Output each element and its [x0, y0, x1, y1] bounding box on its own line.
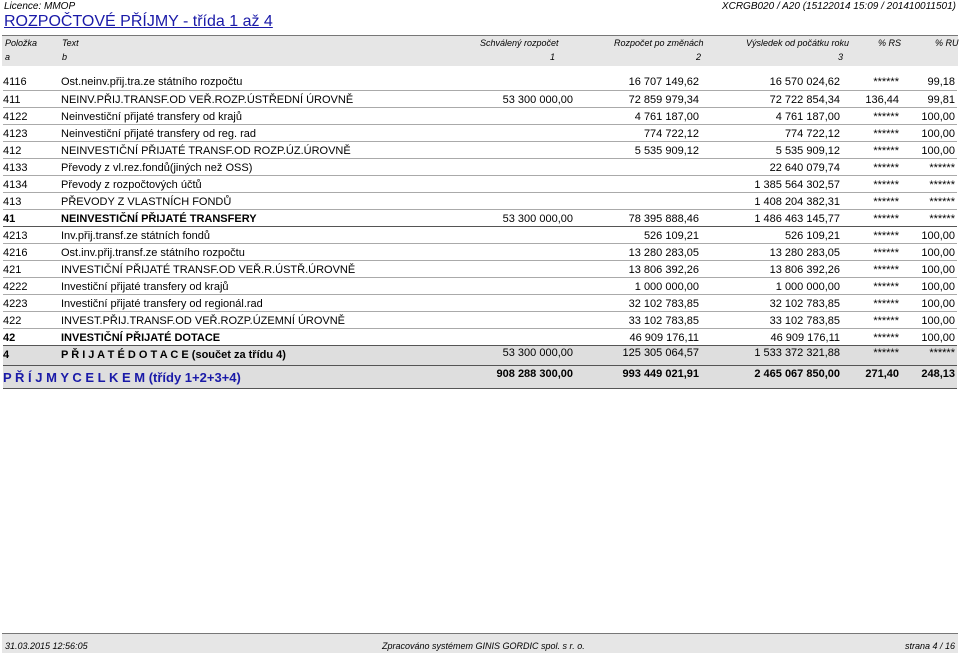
row-code: 4133 — [3, 162, 28, 174]
row-code: 4216 — [3, 247, 28, 259]
row-pct-rs: ****** — [873, 230, 899, 242]
row-text: P Ř I J A T É D O T A C E (součet za třídu 4) — [61, 349, 286, 361]
row-text: Inv.přij.transf.ze státních fondů — [61, 230, 210, 242]
row-text: Ost.inv.přij.transf.ze státního rozpočtu — [61, 247, 245, 259]
row-pct-ru: 100,00 — [921, 281, 955, 293]
row-result: 1 385 564 302,57 — [754, 179, 840, 191]
row-result: 526 109,21 — [784, 230, 840, 242]
row-code: 4116 — [3, 76, 27, 88]
row-pct-ru: 100,00 — [921, 332, 955, 344]
row-result: 46 909 176,11 — [770, 332, 840, 344]
row-result: 1 533 372 321,88 — [754, 347, 840, 359]
row-pct-ru: ****** — [929, 213, 955, 225]
row-text: Ost.neinv.přij.tra.ze státního rozpočtu — [61, 76, 243, 88]
row-code: 412 — [3, 145, 22, 157]
row-code: 42 — [3, 332, 16, 344]
row-result: 22 640 079,74 — [769, 162, 840, 174]
row-result: 5 535 909,12 — [775, 145, 840, 157]
row-revised: 4 761 187,00 — [634, 111, 699, 123]
row-pct-rs: ****** — [873, 247, 899, 259]
row-pct-rs: ****** — [873, 332, 899, 344]
row-pct-ru: 100,00 — [921, 264, 955, 276]
footer-page: strana 4 / 16 — [904, 641, 955, 651]
row-revised: 78 395 888,46 — [628, 213, 699, 225]
footer-system: Zpracováno systémem GINIS GORDIC spol. s r. o. — [382, 641, 585, 651]
row-approved: 53 300 000,00 — [502, 94, 573, 106]
row-text: INVESTIČNÍ PŘIJATÉ TRANSF.OD VEŘ.R.ÚSTŘ.ÚROVNĚ — [61, 264, 356, 276]
total-result: 2 465 067 850,00 — [754, 368, 840, 380]
row-revised: 526 109,21 — [643, 230, 699, 242]
row-pct-rs: ****** — [873, 128, 899, 140]
row-pct-ru: 100,00 — [921, 145, 955, 157]
row-result: 1 000 000,00 — [775, 281, 840, 293]
footer-date: 31.03.2015 12:56:05 — [5, 641, 88, 651]
row-result: 72 722 854,34 — [769, 94, 840, 106]
row-code: 41 — [3, 213, 16, 225]
row-code: 413 — [3, 196, 22, 208]
row-code: 4213 — [3, 230, 28, 242]
row-text: Neinvestiční přijaté transfery od reg. rad — [61, 128, 257, 140]
row-pct-ru: 100,00 — [921, 315, 955, 327]
total-pct-rs: 271,40 — [865, 368, 899, 380]
row-text: Neinvestiční přijaté transfery od krajů — [61, 111, 242, 123]
row-text: NEINVESTIČNÍ PŘIJATÉ TRANSF.OD ROZP.ÚZ.ÚROVNĚ — [61, 145, 351, 157]
row-code: 4134 — [3, 179, 28, 191]
row-pct-rs: ****** — [873, 162, 899, 174]
row-code: 4123 — [3, 128, 28, 140]
row-pct-rs: ****** — [873, 111, 899, 123]
row-text: Investiční přijaté transfery od krajů — [61, 281, 229, 293]
row-pct-rs: ****** — [873, 298, 899, 310]
row-revised: 13 806 392,26 — [628, 264, 699, 276]
row-text: NEINV.PŘIJ.TRANSF.OD VEŘ.ROZP.ÚSTŘEDNÍ ÚROVNĚ — [61, 94, 354, 106]
row-result: 4 761 187,00 — [775, 111, 840, 123]
row-pct-ru: 99,18 — [927, 76, 955, 88]
row-revised: 5 535 909,12 — [634, 145, 699, 157]
row-pct-rs: ****** — [873, 213, 899, 225]
row-pct-ru: 100,00 — [921, 298, 955, 310]
row-pct-ru: 100,00 — [921, 111, 955, 123]
row-revised: 72 859 979,34 — [628, 94, 699, 106]
row-pct-ru: ****** — [929, 347, 955, 359]
col-number-3: 3 — [838, 52, 844, 62]
report-id: XCRGB020 / A20 (15122014 15:09 / 201410011501) — [721, 1, 956, 12]
row-revised: 16 707 149,62 — [628, 76, 699, 88]
row-code: 4 — [3, 349, 10, 361]
row-pct-rs: ****** — [873, 347, 899, 359]
row-result: 16 570 024,62 — [769, 76, 840, 88]
total-revised: 993 449 021,91 — [622, 368, 699, 380]
row-result: 774 722,12 — [784, 128, 840, 140]
row-pct-ru: 99,81 — [927, 94, 955, 106]
row-text: PŘEVODY Z VLASTNÍCH FONDŮ — [61, 196, 232, 208]
row-revised: 125 305 064,57 — [622, 347, 699, 359]
row-revised: 774 722,12 — [643, 128, 699, 140]
row-revised: 33 102 783,85 — [628, 315, 699, 327]
total-approved: 908 288 300,00 — [496, 368, 573, 380]
row-pct-ru: 100,00 — [921, 128, 955, 140]
col-number-1: 1 — [550, 52, 556, 62]
row-code: 4223 — [3, 298, 28, 310]
row-code: 411 — [3, 94, 21, 106]
total-text: P Ř Í J M Y C E L K E M (třídy 1+2+3+4) — [3, 370, 241, 385]
row-result: 13 806 392,26 — [769, 264, 840, 276]
row-code: 4122 — [3, 111, 28, 123]
row-pct-ru: ****** — [929, 162, 955, 174]
license-label: Licence: MMOP — [4, 1, 76, 12]
row-revised: 46 909 176,11 — [629, 332, 699, 344]
col-revised: Rozpočet po změnách — [614, 38, 704, 48]
row-code: 4222 — [3, 281, 28, 293]
row-text: NEINVESTIČNÍ PŘIJATÉ TRANSFERY — [61, 213, 257, 225]
col-letter-b: b — [62, 52, 68, 62]
row-approved: 53 300 000,00 — [502, 213, 573, 225]
col-pct-ru: % RU — [935, 38, 959, 48]
row-code: 421 — [3, 264, 22, 276]
row-pct-rs: ****** — [873, 315, 899, 327]
column-header — [2, 35, 958, 66]
row-result: 1 408 204 382,31 — [754, 196, 840, 208]
col-pct-rs: % RS — [878, 38, 902, 48]
row-revised: 13 280 283,05 — [628, 247, 699, 259]
page-footer — [2, 633, 958, 653]
col-approved: Schválený rozpočet — [480, 38, 559, 48]
row-pct-ru: 100,00 — [921, 230, 955, 242]
row-result: 1 486 463 145,77 — [754, 213, 840, 225]
row-pct-rs: ****** — [873, 264, 899, 276]
col-letter-a: a — [5, 52, 11, 62]
total-row — [3, 366, 957, 389]
row-pct-ru: ****** — [929, 196, 955, 208]
row-code: 422 — [3, 315, 22, 327]
row-text: INVEST.PŘIJ.TRANSF.OD VEŘ.ROZP.ÚZEMNÍ ÚROVNĚ — [61, 315, 346, 327]
row-approved: 53 300 000,00 — [502, 347, 573, 359]
subtotal-row — [3, 346, 957, 366]
row-pct-rs: ****** — [873, 281, 899, 293]
col-polozka: Položka — [5, 38, 38, 48]
row-revised: 32 102 783,85 — [628, 298, 699, 310]
row-text: Převody z rozpočtových účtů — [61, 179, 202, 191]
row-result: 33 102 783,85 — [769, 315, 840, 327]
row-pct-rs: ****** — [873, 196, 899, 208]
row-pct-rs: ****** — [873, 179, 899, 191]
page-title: ROZPOČTOVÉ PŘÍJMY - třída 1 až 4 — [4, 13, 273, 30]
col-text: Text — [62, 38, 79, 48]
row-result: 32 102 783,85 — [769, 298, 840, 310]
row-revised: 1 000 000,00 — [634, 281, 699, 293]
row-text: Investiční přijaté transfery od regionál.rad — [61, 298, 263, 310]
row-text: INVESTIČNÍ PŘIJATÉ DOTACE — [61, 332, 221, 344]
row-pct-ru: 100,00 — [921, 247, 955, 259]
row-pct-ru: ****** — [929, 179, 955, 191]
col-number-2: 2 — [696, 52, 702, 62]
row-pct-rs: 136,44 — [865, 94, 899, 106]
row-text: Převody z vl.rez.fondů(jiných než OSS) — [61, 162, 253, 174]
col-result: Výsledek od počátku roku — [746, 38, 850, 48]
row-pct-rs: ****** — [873, 76, 899, 88]
row-pct-rs: ****** — [873, 145, 899, 157]
total-pct-ru: 248,13 — [921, 368, 955, 380]
row-result: 13 280 283,05 — [769, 247, 840, 259]
